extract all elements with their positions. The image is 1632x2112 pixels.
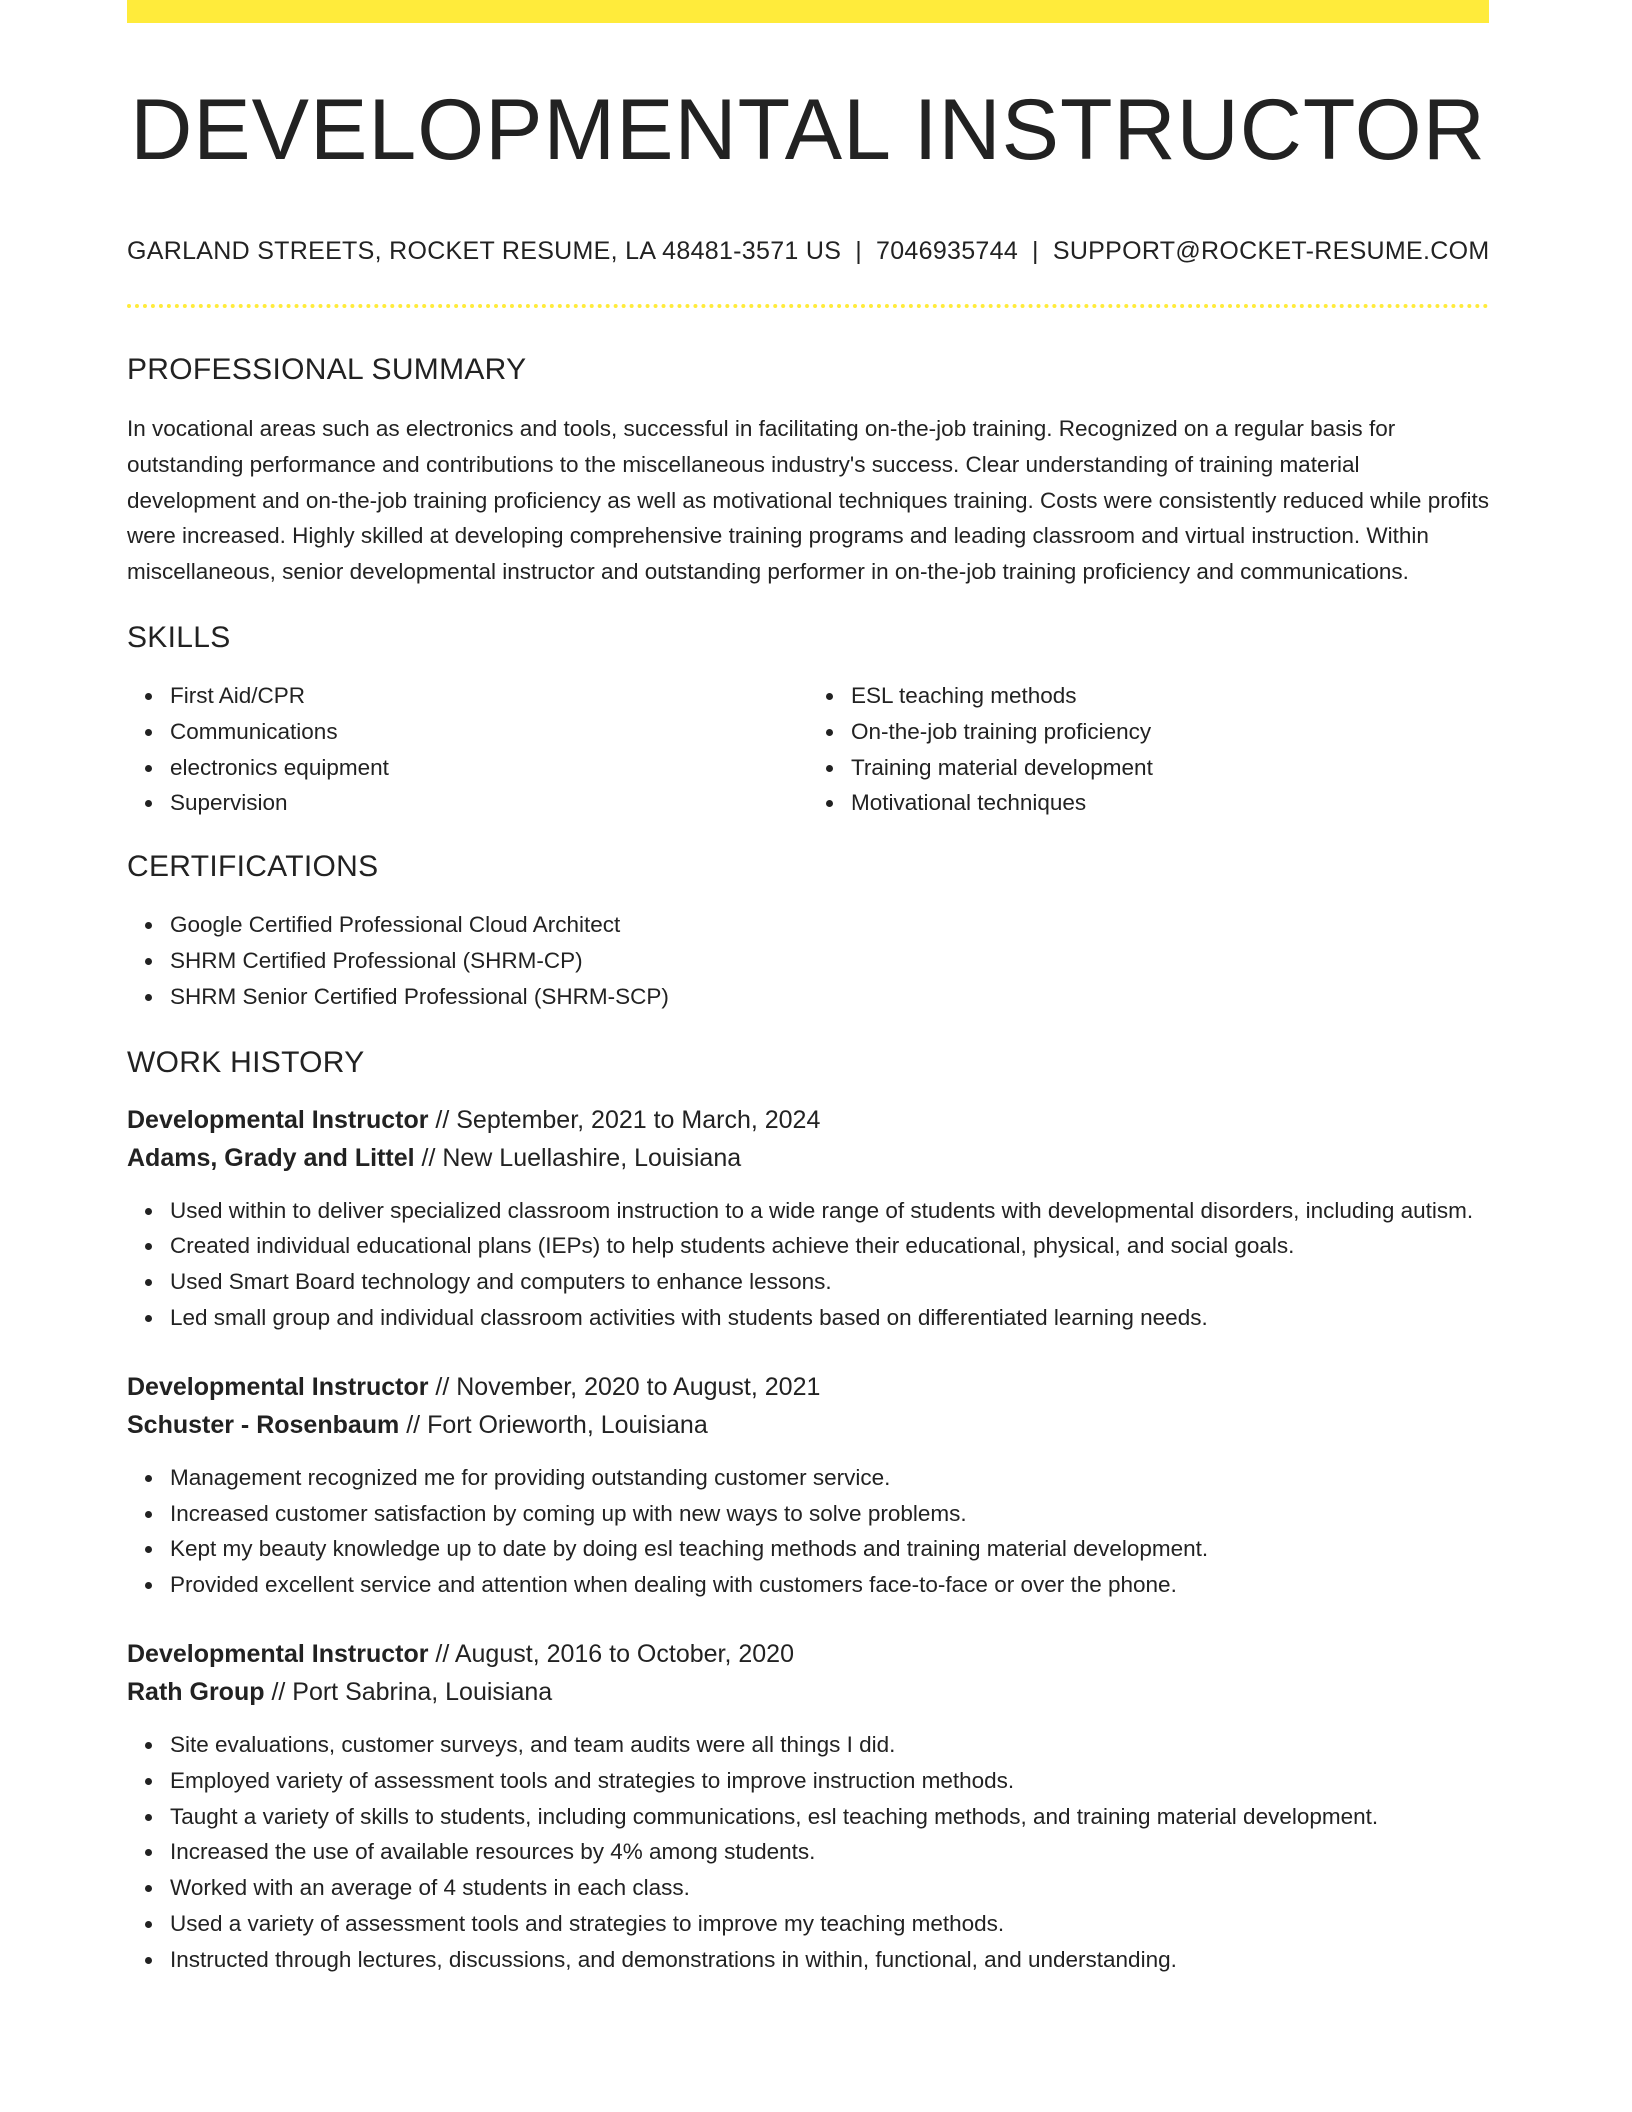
job-role: Developmental Instructor xyxy=(127,1372,429,1401)
skill-item: ESL teaching methods xyxy=(851,678,1489,714)
job-title-line xyxy=(127,1635,1489,1673)
job-company-line xyxy=(127,1406,1489,1444)
job-bullet: Instructed through lectures, discussions, and demonstrations in within, functional, and understanding. xyxy=(170,1942,1489,1978)
job-bullet: Taught a variety of skills to students, including communications, esl teaching methods, and training material development. xyxy=(170,1799,1489,1835)
job-entry xyxy=(127,1635,1489,1978)
skill-item: Motivational techniques xyxy=(851,785,1489,821)
job-bullets xyxy=(127,1727,1489,1978)
job-location: // Port Sabrina, Louisiana xyxy=(264,1677,553,1706)
job-role: Developmental Instructor xyxy=(127,1105,429,1134)
job-bullet: Increased the use of available resources by 4% among students. xyxy=(170,1834,1489,1870)
candidate-name: DEVELOPMENTAL INSTRUCTOR xyxy=(130,82,1486,178)
summary-text: In vocational areas such as electronics and tools, successful in facilitating on-the-job training. Recognized on a regular basis for outstanding performance and contributions to the miscellaneous industry's success. Clear understanding of training material development and on-the-job training proficiency as well as motivational techniques training. Costs were consistently reduced while profits were increased. Highly skilled at developing comprehensive training programs and leading classroom and virtual instruction. Within miscellaneous, senior developmental instructor and outstanding performer in on-the-job training proficiency and communications. xyxy=(127,416,1489,585)
job-bullet: Used within to deliver specialized classroom instruction to a wide range of students with developmental disorders, including autism. xyxy=(170,1193,1489,1229)
skill-item: Supervision xyxy=(170,785,808,821)
certifications-list xyxy=(127,907,1489,1014)
contact-separator: | xyxy=(1032,237,1039,265)
job-company-line xyxy=(127,1139,1489,1177)
skills-left-list xyxy=(127,678,808,821)
job-company: Schuster - Rosenbaum xyxy=(127,1410,400,1439)
contact-line xyxy=(127,236,1489,266)
job-bullet: Created individual educational plans (IEPs) to help students achieve their educational, physical, and social goals. xyxy=(170,1228,1489,1264)
job-bullet: Kept my beauty knowledge up to date by doing esl teaching methods and training material development. xyxy=(170,1531,1489,1567)
job-bullet: Increased customer satisfaction by coming up with new ways to solve problems. xyxy=(170,1496,1489,1532)
skill-item: On-the-job training proficiency xyxy=(851,714,1489,750)
skill-item: electronics equipment xyxy=(170,750,808,786)
contact-address: GARLAND STREETS, ROCKET RESUME, LA 48481-3571 US xyxy=(127,237,842,265)
contact-separator: | xyxy=(855,237,862,265)
skills-columns xyxy=(127,678,1489,821)
skills-right-list xyxy=(808,678,1489,821)
certification-item: SHRM Senior Certified Professional (SHRM-SCP) xyxy=(170,979,1489,1015)
job-dates: // September, 2021 to March, 2024 xyxy=(428,1105,821,1134)
job-bullet: Site evaluations, customer surveys, and team audits were all things I did. xyxy=(170,1727,1489,1763)
job-dates: // November, 2020 to August, 2021 xyxy=(428,1372,821,1401)
skills-heading: SKILLS xyxy=(127,620,231,654)
job-location: // New Luellashire, Louisiana xyxy=(414,1143,742,1172)
job-dates: // August, 2016 to October, 2020 xyxy=(428,1639,794,1668)
job-bullet: Used a variety of assessment tools and strategies to improve my teaching methods. xyxy=(170,1906,1489,1942)
skill-item: Training material development xyxy=(851,750,1489,786)
job-bullets xyxy=(127,1193,1489,1336)
job-title-line xyxy=(127,1101,1489,1139)
job-role: Developmental Instructor xyxy=(127,1639,429,1668)
certifications-heading: CERTIFICATIONS xyxy=(127,850,379,884)
job-bullets xyxy=(127,1460,1489,1603)
certification-item: Google Certified Professional Cloud Architect xyxy=(170,907,1489,943)
job-bullet: Used Smart Board technology and computers to enhance lessons. xyxy=(170,1264,1489,1300)
job-bullet: Employed variety of assessment tools and strategies to improve instruction methods. xyxy=(170,1763,1489,1799)
skill-item: First Aid/CPR xyxy=(170,678,808,714)
job-bullet: Led small group and individual classroom activities with students based on differentiated learning needs. xyxy=(170,1300,1489,1336)
job-bullet: Worked with an average of 4 students in each class. xyxy=(170,1870,1489,1906)
certification-item: SHRM Certified Professional (SHRM-CP) xyxy=(170,943,1489,979)
resume-content xyxy=(127,23,1489,1978)
job-location: // Fort Orieworth, Louisiana xyxy=(399,1410,708,1439)
job-title-line xyxy=(127,1368,1489,1406)
job-bullet: Management recognized me for providing outstanding customer service. xyxy=(170,1460,1489,1496)
work-history-heading: WORK HISTORY xyxy=(127,1045,365,1079)
job-bullet: Provided excellent service and attention when dealing with customers face-to-face or over the phone. xyxy=(170,1567,1489,1603)
job-company: Rath Group xyxy=(127,1677,265,1706)
contact-email: SUPPORT@ROCKET-RESUME.COM xyxy=(1052,237,1490,265)
contact-phone: 7046935744 xyxy=(876,237,1019,265)
skill-item: Communications xyxy=(170,714,808,750)
accent-top-bar xyxy=(127,0,1489,23)
header-divider xyxy=(127,304,1489,308)
summary-heading: PROFESSIONAL SUMMARY xyxy=(127,353,527,386)
job-company: Adams, Grady and Littel xyxy=(127,1143,415,1172)
job-entry xyxy=(127,1101,1489,1336)
job-company-line xyxy=(127,1673,1489,1711)
job-entry xyxy=(127,1368,1489,1603)
